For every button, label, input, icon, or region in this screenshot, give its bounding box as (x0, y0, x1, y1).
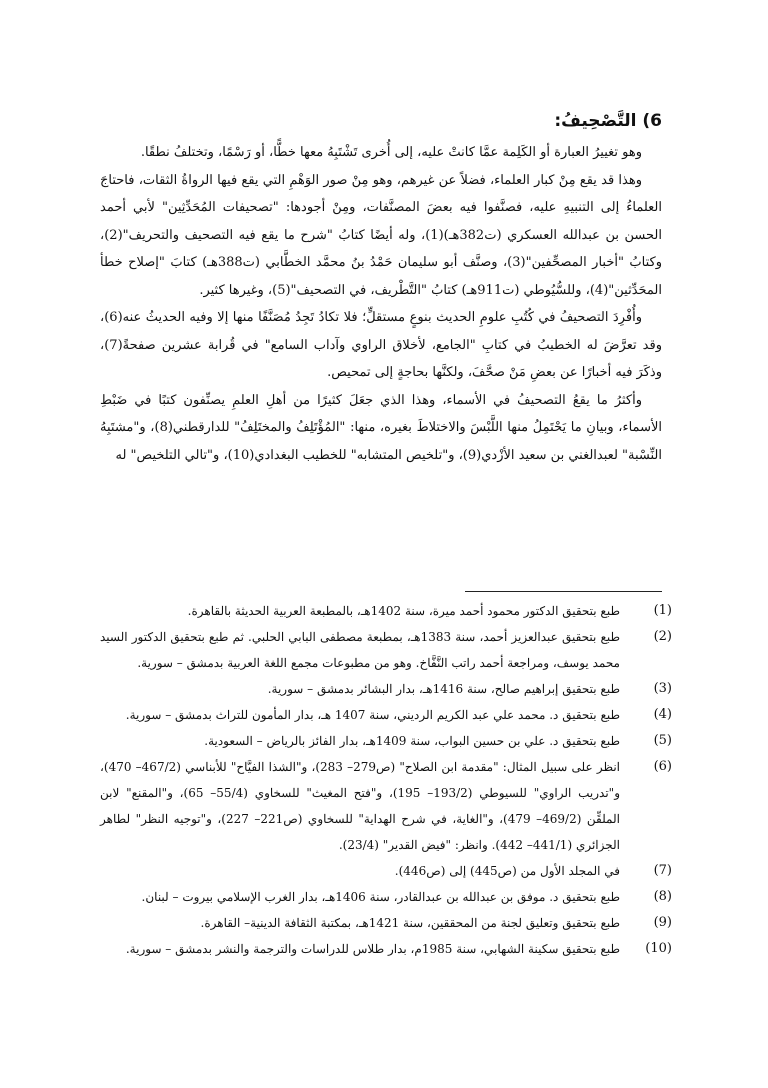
footnote-text: في المجلد الأول من (ص445) إلى (ص446). (394, 864, 620, 878)
paragraph: وهو تغييرُ العبارة أو الكَلِمة عمَّا كانتْ عليه، إلى أُخرى تَشْتَبِهُ معها خطًّا، أو رَسْمًا، وتختلفُ نطقًا. (140, 145, 642, 160)
footnote-text: طبع بتحقيق إبراهيم صالح، سنة 1416هـ، بدار البشائر بدمشق – سورية. (267, 682, 620, 696)
paragraph: وهذا قد يقع مِنْ كبار العلماء، فضلاً عن غيرهم، وهو مِنْ صور الوَهْمِ التي يقع فيها الرواةُ الثقات، فاحتاجَ العلماءُ إلى التنبيهِ عليه، فصنَّفوا فيه بعضَ المصنَّفات، ومِنْ أجودها: "تصحيفات المُحَدِّثِين" لأبي أحمد الحسن بن عبدالله العسكري (ت382هـ)(1)، وله أيضًا كتابُ "شرح ما يقع فيه التصحيف والتحريف"(2)، وكتابُ "أخبار المصحِّفين"(3)، وصنَّف أبو سليمان حَمْدُ بنُ محمَّد الخطَّابي (ت388هـ) كتابَ "إصلاح خطأ المحَدِّثين"(4)، وللسُّيُوطي (ت911هـ) كتابُ "التَّطْريف، في التصحيف"(5)، وغيرها كثير. (100, 172, 662, 298)
footnote-number: (8) (653, 889, 672, 904)
footnote-number: (10) (645, 941, 672, 956)
footnote (100, 910, 672, 936)
footnote (100, 676, 672, 702)
footnote (100, 858, 672, 884)
footnote-text: طبع بتحقيق الدكتور محمود أحمد ميرة، سنة 1402هـ، بالمطبعة العربية الحديثة بالقاهرة. (187, 604, 620, 618)
footnote-text: طبع بتحقيق د. محمد علي عبد الكريم الرديني، سنة 1407 هـ، بدار المأمون للتراث بدمشق – سورية. (125, 708, 620, 722)
footnote-number: (4) (653, 707, 672, 722)
footnote (100, 598, 672, 624)
footnote-number: (3) (653, 681, 672, 696)
footnote (100, 884, 672, 910)
footnote-text: طبع بتحقيق عبدالعزيز أحمد، سنة 1383هـ، بمطبعة مصطفى البابي الحلبي. ثم طبع بتحقيق الدكتور السيد محمد يوسف، ومراجعة أحمد راتب النَّفَّاخ. وهو من مطبوعات مجمع اللغة العربية بدمشق – سورية. (100, 630, 621, 670)
footnote-number: (6) (653, 759, 672, 774)
footnotes (100, 598, 672, 962)
footnote (100, 728, 672, 754)
footnote (100, 754, 672, 858)
footnote-number: (9) (653, 915, 672, 930)
footnote-separator (465, 591, 662, 592)
footnote-text: انظر على سبيل المثال: "مقدمة ابن الصلاح" (ص279– 283)، و"الشذا الفيَّاح" للأبناسي (467/2– 470)، و"تدريب الراوي" للسيوطي (193/2– 195)، و"فتح المغيث" للسخاوي (55/4– 65)، و"المقنع" لابن الملقِّن (469/2– 479)، و"الغاية، في شرح الهداية" للسخاوي (ص221– 227)، و"توجيه النظر" لطاهر الجزائري (441/1– 442). وانظر: "فيض القدير" (23/4). (100, 760, 620, 852)
paragraph: وأكثرُ ما يقعُ التصحيفُ في الأسماء، وهذا الذي جعَلَ كثيرًا من أهلِ العلمِ يصنِّفون كتبًا في ضَبْطِ الأسماء، وبيانِ ما يَحْتَمِلُ منها اللَّبْسَ والاختلاطَ بغيره، منها: "المُؤْتَلِفُ والمختَلِفُ" للدارقطني(8)، و"مشتَبِهُ النِّسْبة" لعبدالغني بن سعيد الأزْدي(9)، و"تلخيص المتشابه" للخطيب البغدادي(10)، و"تالي التلخيص" له (100, 392, 662, 463)
footnote-text: طبع بتحقيق د. موفق بن عبدالله بن عبدالقادر، سنة 1406هـ، بدار الغرب الإسلامي بيروت – لبنان. (141, 890, 620, 904)
footnote (100, 702, 672, 728)
footnote-number: (2) (653, 629, 672, 644)
footnote-text: طبع بتحقيق وتعليق لجنة من المحققين، سنة 1421هـ، بمكتبة الثقافة الدينية– القاهرة. (200, 916, 620, 930)
footnote-number: (7) (653, 863, 672, 878)
paragraph: وأُفْرِدَ التصحيفُ في كُتُبِ علومِ الحديث بنوعٍ مستقلٍّ؛ فلا تكادُ تَجِدُ مُصَنَّفًا منها إلا وفيه الحديثُ عنه(6)، وقد تعرَّضَ له الخطيبُ في كتابِ "الجامع، لأخلاق الراوي وآداب السامع" في قُرابة عشرين صفحةً(7)، وذكَرَ فيه أخبارًا عن بعضِ مَنْ صحَّفَ، ولكنَّها بحاجةٍ إلى تمحيص. (100, 310, 662, 380)
footnote-text: طبع بتحقيق د. علي بن حسين البواب، سنة 1409هـ، بدار الفائز بالرياض – السعودية. (204, 734, 620, 748)
footnote (100, 624, 672, 676)
section-heading: 6) التَّصْحِيفُ: (554, 111, 662, 131)
footnote-text: طبع بتحقيق سكينة الشهابي، سنة 1985م، بدار طلاس للدراسات والترجمة والنشر بدمشق – سورية. (125, 942, 620, 956)
footnote-number: (5) (653, 733, 672, 748)
main-text (100, 108, 662, 469)
footnote (100, 936, 672, 962)
footnote-number: (1) (653, 603, 672, 618)
